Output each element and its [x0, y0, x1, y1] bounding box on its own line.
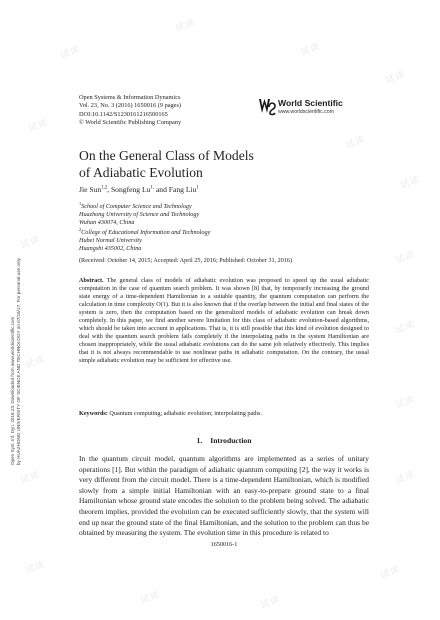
margin-note-line-1: Open Syst. Inf. Dyn. 2016.23. Downloaded from www.worldscientific.com — [10, 316, 15, 465]
affiliation-line: School of Computer Science and Technology — [81, 203, 192, 211]
keywords-label: Keywords: — [79, 410, 108, 417]
author-separator: , — [107, 185, 111, 194]
watermark-text: 试读 — [24, 354, 47, 372]
watermark-text: 试读 — [379, 564, 402, 582]
journal-volume: Vol. 23, No. 3 (2016) 1650016 (9 pages) — [79, 102, 182, 110]
watermark-text: 试读 — [19, 469, 42, 487]
margin-note-line-2: by HUAZHONG UNIVERSITY OF SCIENCE AND TECHNOLOGY on 07/16/17. For personal use only. — [16, 257, 21, 465]
affiliation-line: Hubei Normal University — [79, 237, 142, 245]
author-affiliation-mark: 1 — [196, 185, 199, 191]
affiliation-line: Huangshi 435002, China — [79, 245, 142, 253]
affiliation-1 — [79, 200, 199, 228]
affiliation-line: Huazhong University of Science and Technology — [79, 211, 200, 219]
title-line-1: On the General Class of Models — [79, 148, 254, 163]
publisher-name: World Scientific — [278, 98, 343, 108]
watermark-text: 试读 — [24, 559, 47, 577]
keywords-text: Quantum computing; adiabatic evolution; interpolating paths. — [109, 410, 263, 417]
watermark-text: 试读 — [394, 469, 417, 487]
section-heading — [79, 436, 369, 445]
journal-copyright: © World Scientific Publishing Company — [79, 119, 182, 127]
watermark-text: 试读 — [27, 117, 50, 135]
journal-header — [79, 94, 181, 128]
world-scientific-logo-icon — [258, 96, 276, 116]
author-name: Fang Liu — [168, 185, 197, 194]
author-list — [79, 185, 199, 194]
watermark-text: 试读 — [19, 234, 42, 252]
affiliation-mark: 1 — [79, 201, 82, 206]
section-title: Introduction — [210, 436, 252, 445]
body-paragraph: In the quantum circuit model, quantum algorithms are implemented as a series of unitary operations [1]. But within the paradigm of adiabatic quantum computing [2], the way it works is very different from the circuit model. There is a time-dependent Hamiltonian, which is modified slowly from a simple initial Hamiltonian with an easy-to-prepare ground state to a final Hamiltonian whose ground state encodes the solution to the problem being solved. The adiabatic theorem implies, provided the evolution can be executed sufficiently slowly, that the system will end up near the ground state of the final Hamiltonian, and the solution to the problem can thus be obtained by measuring the system. The evolution time in this procedure is related to — [79, 454, 369, 538]
watermark-text: 试读 — [59, 44, 82, 62]
watermark-text: 试读 — [394, 319, 417, 337]
affiliation-line: College of Educational Information and Technology — [81, 229, 211, 237]
section-number: 1. — [196, 436, 203, 445]
publisher-logo[interactable] — [258, 96, 378, 120]
affiliation-line: Wuhan 430074, China — [79, 219, 135, 227]
watermark-text: 试读 — [344, 134, 367, 152]
watermark-text: 试读 — [394, 249, 417, 267]
watermark-text: 试读 — [139, 589, 162, 607]
affiliation-mark: 2 — [79, 227, 82, 232]
abstract-text: The general class of models of adiabatic evolution was proposed to speed up the usual adiabatic computation in the case of quantum search problem. It was shown [8] that, by temporarily increasing the ground state energy of a time-dependent Hamiltonian to a suitable quantity, the quantum computation can perform the calculation in time complexity O(1). But it is also known that if the overlap between the initial and final states of the system is zero, then the computation based on the generalized models of adiabatic evolution can break down completely. In this paper, we find another severe limitation for this class of adiabatic evolution-based algorithms, which should be taken into account in applications. That is, it is still possible that this kind of evolution designed to deal with the quantum search problem fails completely if the interpolating paths in the system Hamiltonian are chosen inappropriately, while the usual adiabatic evolutions can do the same job relatively effectively. This implies that it is not always recommendable to use nonlinear paths in adiabatic computation. On the contrary, the usual simple adiabatic evolution may be sufficient for effective use. — [79, 277, 369, 365]
download-margin-note — [10, 205, 22, 465]
article-title — [79, 148, 379, 181]
abstract — [79, 277, 369, 366]
watermark-text: 试读 — [384, 69, 407, 87]
title-line-2: of Adiabatic Evolution — [79, 164, 203, 180]
publication-dates: (Received: October 14, 2015; Accepted: April 25, 2016; Published: October 31, 2016) — [79, 257, 293, 264]
author-name: Jie Sun — [79, 185, 102, 194]
watermark-text: 试读 — [174, 17, 197, 35]
author-affiliation-mark: 1, — [150, 185, 155, 191]
page-number: 1650016-1 — [210, 541, 238, 548]
publisher-url[interactable]: www.worldscientific.com — [278, 109, 334, 115]
watermark-text: 试读 — [394, 394, 417, 412]
author-affiliation-mark: 1,2 — [101, 185, 108, 191]
watermark-text: 试读 — [259, 594, 282, 612]
journal-name: Open Systems & Information Dynamics — [79, 94, 181, 101]
journal-doi[interactable]: DOI:10.1142/S1230161216500165 — [79, 110, 168, 118]
watermark-text: 试读 — [399, 174, 422, 192]
watermark-text: 试读 — [299, 41, 322, 59]
author-name: Songfeng Lu — [110, 185, 151, 194]
abstract-label: Abstract. — [79, 277, 104, 284]
affiliation-2 — [79, 226, 210, 254]
keywords — [79, 410, 369, 417]
author-separator: and — [154, 185, 169, 194]
